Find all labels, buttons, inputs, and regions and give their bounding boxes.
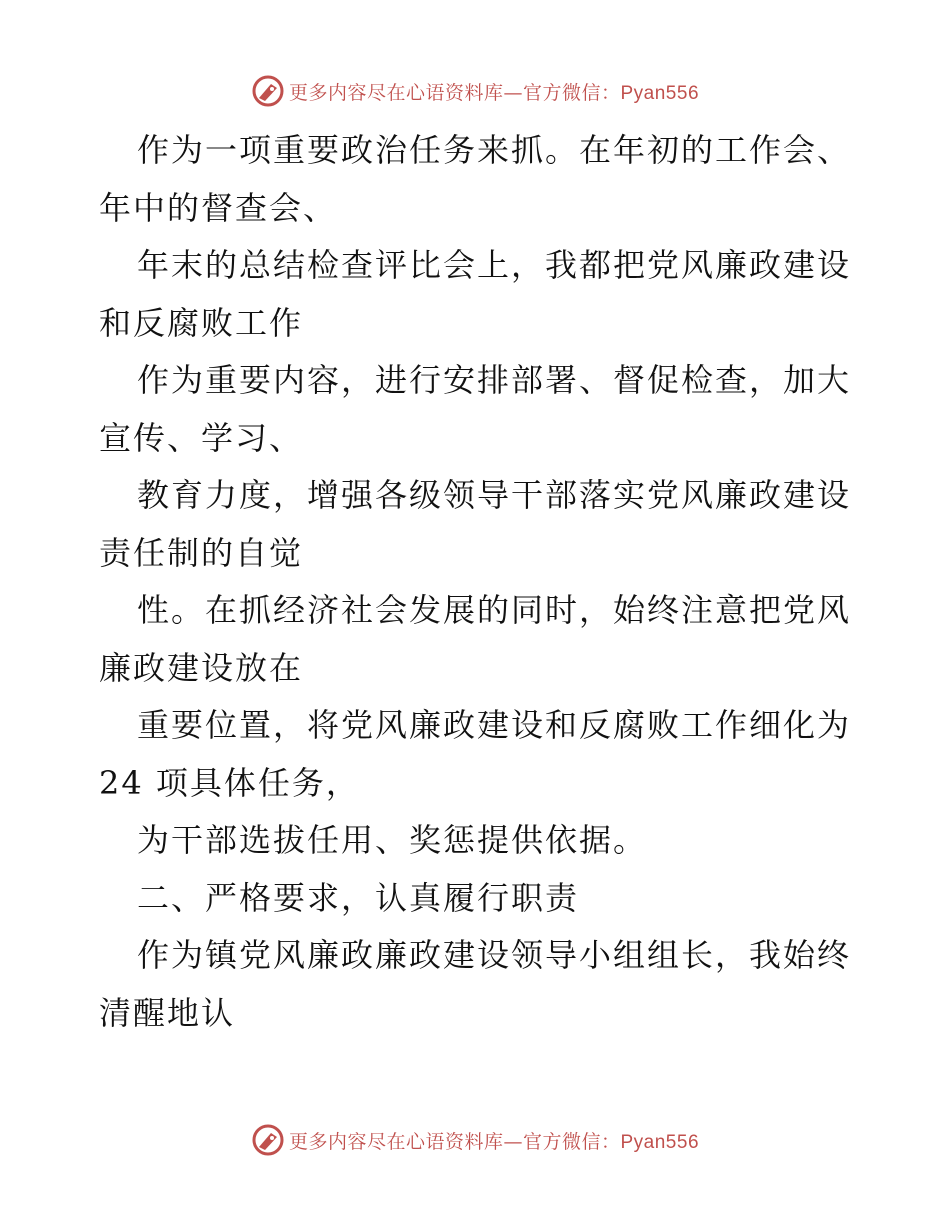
text-line: 教育力度，增强各级领导干部落实党风廉政建设 [137, 476, 852, 514]
footer-banner-prefix: 更多内容尽在心语资料库—官方微信： [288, 1130, 621, 1153]
pen-nib-circle-logo-icon [251, 74, 285, 108]
text-line: 责任制的自觉 [99, 533, 304, 572]
text-line: 年末的总结检查评比会上，我都把党风廉政建设 [137, 246, 852, 284]
text-line: 宣传、学习、 [99, 418, 304, 457]
header-banner-prefix: 更多内容尽在心语资料库—官方微信： [288, 81, 621, 104]
text-line: 和反腐败工作 [99, 303, 304, 342]
header-banner-text [289, 78, 699, 105]
header-banner-wechat-id: Pyan556 [620, 82, 700, 104]
section-heading: 二、严格要求，认真履行职责 [137, 878, 580, 917]
text-line: 作为镇党风廉政廉政建设领导小组组长，我始终 [137, 936, 852, 974]
header-banner [0, 71, 950, 111]
document-body [99, 122, 859, 1042]
footer-banner-text [289, 1127, 699, 1154]
footer-banner [0, 1120, 950, 1160]
text-line: 作为重要内容，进行安排部署、督促检查，加大 [137, 361, 852, 399]
text-line: 为干部选拔任用、奖惩提供依据。 [137, 821, 648, 859]
text-line: 年中的督查会、 [99, 188, 338, 227]
text-line: 廉政建设放在 [99, 648, 304, 687]
text-line: 24 项具体任务， [99, 763, 360, 802]
text-line: 性。在抓经济社会发展的同时，始终注意把党风 [137, 591, 852, 629]
pen-nib-circle-logo-icon [251, 1123, 285, 1157]
text-line: 清醒地认 [99, 993, 236, 1032]
text-line: 作为一项重要政治任务来抓。在年初的工作会、 [137, 131, 852, 169]
text-line: 重要位置，将党风廉政建设和反腐败工作细化为 [137, 706, 852, 744]
footer-banner-wechat-id: Pyan556 [620, 1131, 700, 1153]
